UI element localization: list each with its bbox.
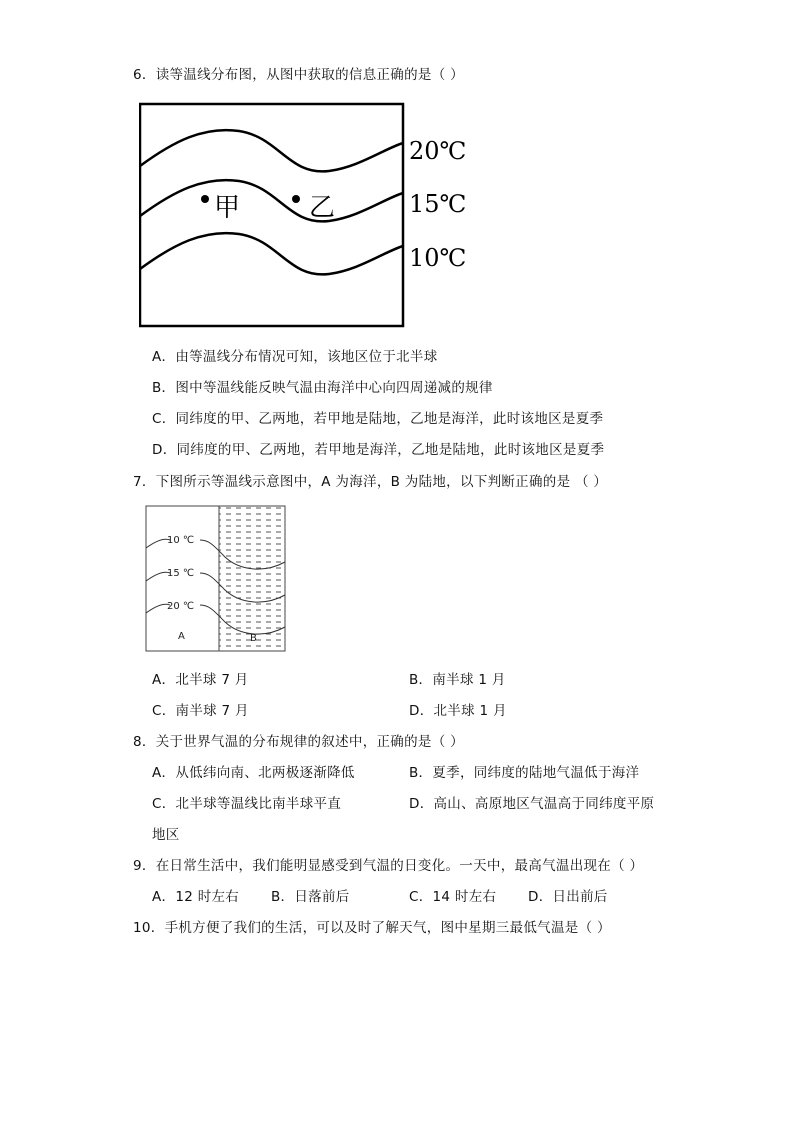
q7-label-b: B [250,633,257,644]
q6-iso-label-10: 10℃ [409,244,467,272]
q6-isotherm-20 [140,130,403,171]
q6-stem: 6．读等温线分布图，从图中获取的信息正确的是（ ） [133,67,464,83]
q8-option-d: D．高山、高原地区气温高于同纬度平原 [409,796,655,812]
q8-option-a: A．从低纬向南、北两极逐渐降低 [152,765,355,781]
q7-land-b-area [219,506,285,651]
q7-iso-label-15: 15 ℃ [167,568,195,579]
q7-option-c: C．南半球 7 月 [152,703,249,719]
q7-stem: 7．下图所示等温线示意图中，A 为海洋，B 为陆地，以下判断正确的是 （ ） [133,474,608,490]
q6-point-yi-dot [292,195,300,203]
q9-option-a: A．12 时左右 [152,889,240,905]
q10-stem: 10．手机方便了我们的生活，可以及时了解天气，图中星期三最低气温是（ ） [133,920,611,936]
q6-point-yi-label: 乙 [309,193,336,223]
q7-isotherm-diagram [145,505,287,653]
q8-option-b: B．夏季，同纬度的陆地气温低于海洋 [409,765,640,781]
q7-option-b: B．南半球 1 月 [409,672,506,688]
q7-label-a: A [178,631,185,642]
q6-isotherm-10 [140,233,403,274]
q8-option-c: C．北半球等温线比南半球平直 [152,796,342,812]
q9-option-b: B．日落前后 [271,889,350,905]
q6-option-c: C．同纬度的甲、乙两地，若甲地是陆地，乙地是海洋，此时该地区是夏季 [152,411,604,427]
q7-option-d: D．北半球 1 月 [409,703,507,719]
q6-iso-label-20: 20℃ [409,137,467,165]
q6-isotherm-map [139,101,479,329]
q7-option-a: A．北半球 7 月 [152,672,249,688]
q6-point-jia-label: 甲 [214,193,241,223]
q6-option-d: D．同纬度的甲、乙两地，若甲地是海洋，乙地是陆地，此时该地区是夏季 [152,442,605,458]
q8-stem: 8．关于世界气温的分布规律的叙述中，正确的是（ ） [133,734,464,750]
q9-option-d: D．日出前后 [528,889,608,905]
q6-point-jia-dot [201,195,209,203]
q9-option-c: C．14 时左右 [409,889,497,905]
q7-iso-label-20: 20 ℃ [167,601,195,612]
q7-iso-label-10: 10 ℃ [167,535,195,546]
q6-option-b: B．图中等温线能反映气温由海洋中心向四周递减的规律 [152,380,493,396]
q8-option-d-continued: 地区 [152,827,180,843]
q6-map-frame [140,104,403,326]
q9-stem: 9．在日常生活中，我们能明显感受到气温的日变化。一天中，最高气温出现在（ ） [133,858,644,874]
q6-isotherm-15 [140,180,403,221]
q6-option-a: A．由等温线分布情况可知，该地区位于北半球 [152,349,438,365]
q6-iso-label-15: 15℃ [409,190,467,218]
